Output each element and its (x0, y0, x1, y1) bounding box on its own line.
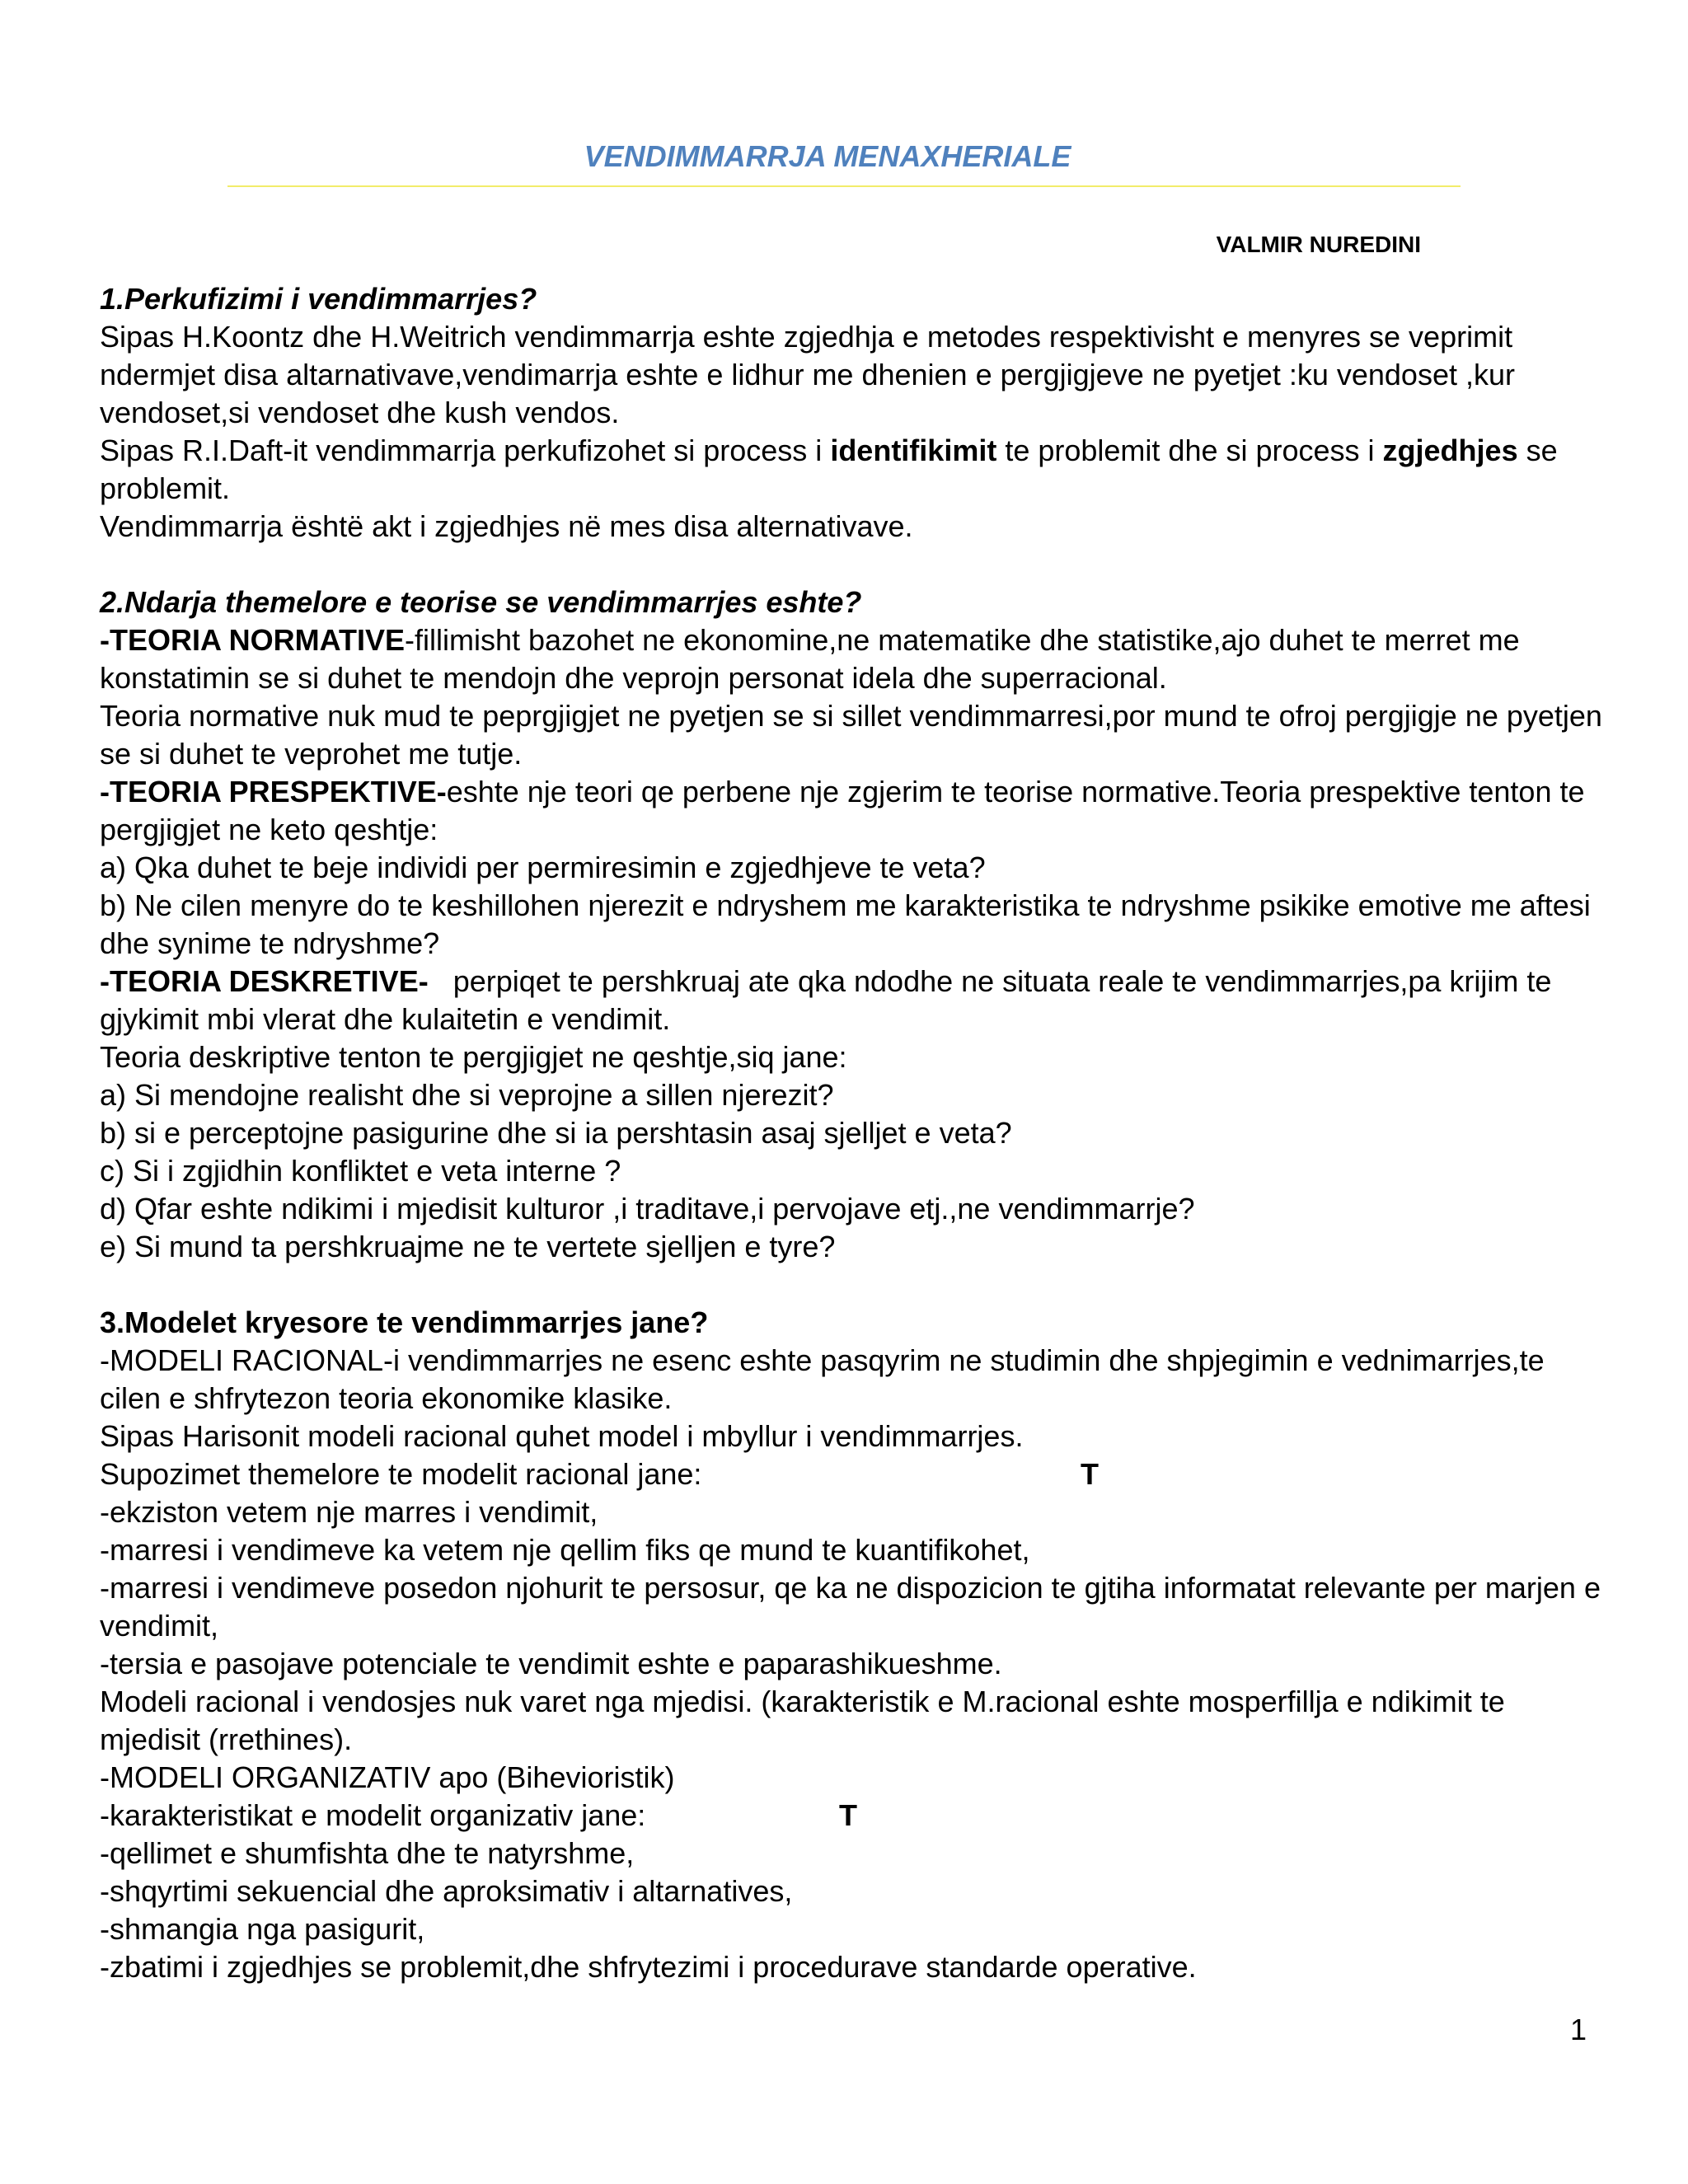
document-body (100, 280, 1608, 1986)
list-item: c) Si i zgjidhin konfliktet e veta interne ? (100, 1154, 621, 1188)
text-run: Sipas R.I.Daft-it vendimmarrja perkufizohet si process i (100, 434, 831, 467)
list-item: b) si e perceptojne pasigurine dhe si ia pershtasin asaj sjelljet e veta? (100, 1116, 1012, 1150)
rational-paragraph-2: Sipas Harisonit modeli racional quhet model i mbyllur i vendimmarrjes. (100, 1419, 1024, 1453)
prespektive-paragraph (100, 773, 1608, 849)
rational-assumptions-line (100, 1455, 1608, 1493)
normative-text: -fillimisht bazohet ne ekonomine,ne matematike dhe statistike,ajo duhet te merret me konstatimin se si duhet te mendojn dhe veprojn personat idela dhe superracional. (100, 623, 1520, 695)
author-name: VALMIR NUREDINI (1216, 232, 1421, 257)
paragraph-gap (100, 1266, 1608, 1304)
normative-paragraph (100, 621, 1608, 697)
title-underline (227, 185, 1461, 187)
deskretive-label: -TEORIA DESKRETIVE- (100, 964, 429, 998)
organizational-model-line: -MODELI ORGANIZATIV apo (Bihevioristik) (100, 1760, 675, 1794)
text-run: te problemit dhe si process i (996, 434, 1383, 467)
list-item: -shmangia nga pasigurit, (100, 1912, 425, 1946)
bold-term-identifikimit: identifikimit (830, 434, 997, 467)
list-item: -marresi i vendimeve posedon njohurit te persosur, qe ka ne dispozicion te gjtiha informatat relevante per marjen e vendimit, (100, 1571, 1601, 1643)
section1-heading: 1.Perkufizimi i vendimmarrjes? (100, 282, 537, 316)
page-number: 1 (1569, 2013, 1587, 2046)
deskretive-paragraph (100, 963, 1608, 1038)
prespektive-text: eshte nje teori qe perbene nje zgjerim te teorise normative.Teoria prespektive tenton te pergjigjet ne keto qeshtje: (100, 775, 1585, 846)
list-item: e) Si mund ta pershkruajme ne te vertete sjelljen e tyre? (100, 1230, 836, 1263)
list-item: a) Qka duhet te beje individi per permiresimin e zgjedhjeve te veta? (100, 851, 986, 884)
list-item: -qellimet e shumfishta dhe te natyrshme, (100, 1836, 635, 1870)
normative-label: -TEORIA NORMATIVE (100, 623, 405, 657)
list-item: -tersia e pasojave potenciale te vendimit eshte e paparashikueshme. (100, 1647, 1002, 1680)
deskretive-text: perpiqet te pershkruaj ate qka ndodhe ne situata reale te vendimmarrjes,pa krijim te gjykimit mbi vlerat dhe kulaitetin e vendimit. (100, 964, 1560, 1036)
section1-paragraph-koontz: Sipas H.Koontz dhe H.Weitrich vendimmarrja eshte zgjedhja e metodes respektivisht e menyres se veprimit ndermjet disa altarnativave,vendimarrja eshte e lidhur me dhenien e pergjigjeve ne pyetjet :ku vendoset ,kur vendoset,si vendoset dhe kush vendos. (100, 320, 1515, 429)
list-item: -zbatimi i zgjedhjes se problemit,dhe shfrytezimi i procedurave standarde operative. (100, 1950, 1197, 1984)
normative-paragraph-2: Teoria normative nuk mud te peprgjigjet ne pyetjen se si sillet vendimmarresi,por mund te ofroj pergjigje ne pyetjen se si duhet te veprohet me tutje. (100, 699, 1602, 771)
rational-paragraph-3: Modeli racional i vendosjes nuk varet nga mjedisi. (karakteristik e M.racional eshte mosperfillja e ndikimit te mjedisit (rrethines). (100, 1685, 1505, 1756)
org-characteristics-text: -karakteristikat e modelit organizativ jane: (100, 1798, 646, 1832)
text-run: se problemit. (100, 434, 1558, 505)
list-item: d) Qfar eshte ndikimi i mjedisit kulturor ,i traditave,i pervojave etj.,ne vendimmarrje? (100, 1192, 1195, 1226)
rational-assumptions-text: Supozimet themelore te modelit racional jane: (100, 1457, 702, 1491)
list-item: -marresi i vendimeve ka vetem nje qellim fiks qe mund te kuantifikohet, (100, 1533, 1030, 1567)
t-marker: T (1081, 1457, 1099, 1491)
t-marker: T (839, 1798, 857, 1832)
paragraph-gap (100, 546, 1608, 583)
bold-term-zgjedhjes: zgjedhjes (1382, 434, 1518, 467)
list-item: b) Ne cilen menyre do te keshillohen njerezit e ndryshem me karakteristika te ndryshme psikike emotive me aftesi dhe synime te ndryshme? (100, 888, 1591, 960)
prespektive-label: -TEORIA PRESPEKTIVE- (100, 775, 447, 808)
list-item: -shqyrtimi sekuencial dhe aproksimativ i altarnatives, (100, 1874, 793, 1908)
list-item: -ekziston vetem nje marres i vendimit, (100, 1495, 598, 1529)
section3-heading: 3.Modelet kryesore te vendimmarrjes jane? (100, 1305, 709, 1339)
section1-paragraph-daft (100, 432, 1608, 508)
document-title: VENDIMMARRJA MENAXHERIALE (584, 139, 1071, 173)
org-characteristics-line (100, 1797, 1608, 1835)
list-item: a) Si mendojne realisht dhe si veprojne a sillen njerezit? (100, 1078, 834, 1112)
section1-paragraph-definition: Vendimmarrja është akt i zgjedhjes në mes disa alternativave. (100, 509, 913, 543)
deskretive-paragraph-2: Teoria deskriptive tenton te pergjigjet ne qeshtje,siq jane: (100, 1040, 847, 1074)
rational-paragraph: -MODELI RACIONAL-i vendimmarrjes ne esenc eshte pasqyrim ne studimin dhe shpjegimin e vednimarrjes,te cilen e shfrytezon teoria ekonomike klasike. (100, 1343, 1545, 1415)
section2-heading: 2.Ndarja themelore e teorise se vendimmarrjes eshte? (100, 585, 862, 619)
